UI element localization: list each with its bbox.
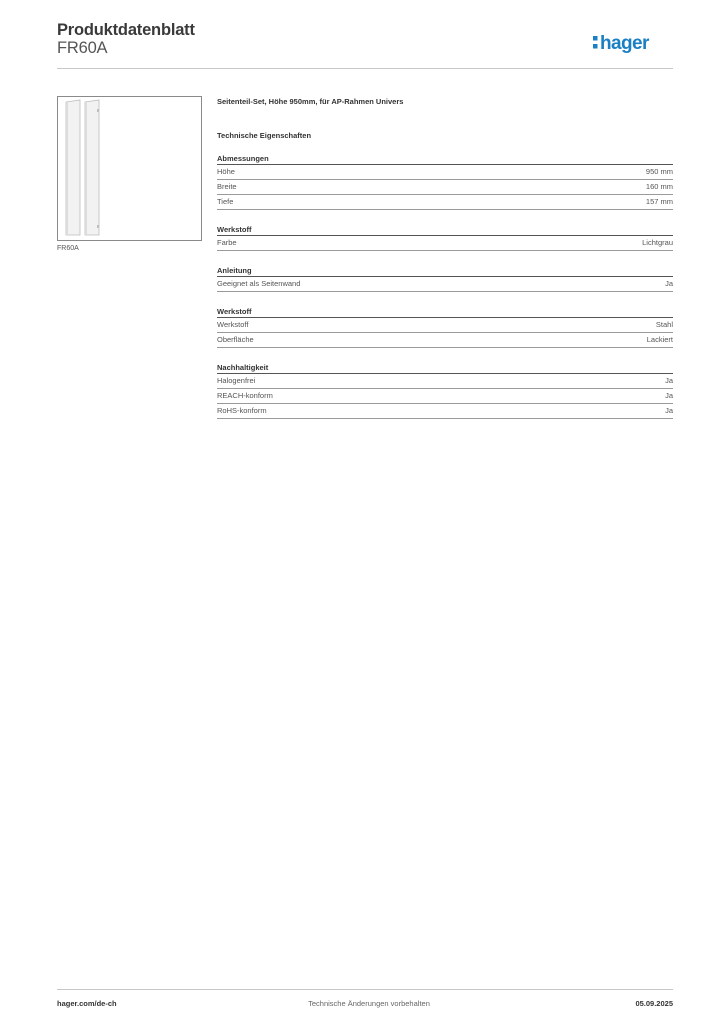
property-value: 160 mm <box>645 182 673 191</box>
property-label: Geeignet als Seitenwand <box>217 279 301 288</box>
property-label: REACH-konform <box>217 391 273 400</box>
property-value: Lackiert <box>646 335 673 344</box>
property-row <box>217 180 673 195</box>
property-label: RoHS-konform <box>217 406 267 415</box>
property-value: Ja <box>665 406 673 415</box>
section-material <box>217 306 673 348</box>
property-value: Lichtgrau <box>642 238 673 247</box>
footer-website-link[interactable]: hager.com/de-ch <box>57 999 117 1008</box>
section-material-color <box>217 224 673 251</box>
property-value: 157 mm <box>645 197 673 206</box>
property-value: 950 mm <box>645 167 673 176</box>
property-value: Ja <box>665 376 673 385</box>
property-label: Breite <box>217 182 237 191</box>
section-title: Nachhaltigkeit <box>217 362 673 374</box>
logo-text: hager <box>600 33 649 54</box>
property-row <box>217 318 673 333</box>
section-instructions <box>217 265 673 292</box>
footer-notice: Technische Änderungen vorbehalten <box>308 999 430 1008</box>
property-label: Oberfläche <box>217 335 254 344</box>
property-label: Tiefe <box>217 197 234 206</box>
hager-logo <box>592 27 672 57</box>
section-title: Abmessungen <box>217 153 673 165</box>
property-label: Werkstoff <box>217 320 249 329</box>
section-title: Anleitung <box>217 265 673 277</box>
property-row <box>217 333 673 348</box>
section-title: Werkstoff <box>217 306 673 318</box>
property-value: Ja <box>665 391 673 400</box>
property-row <box>217 374 673 389</box>
footer-divider <box>57 989 673 990</box>
property-label: Höhe <box>217 167 235 176</box>
property-row <box>217 236 673 251</box>
property-row <box>217 165 673 180</box>
product-name: Seitenteil-Set, Höhe 950mm, für AP-Rahmen Univers <box>217 97 404 106</box>
property-row <box>217 389 673 404</box>
footer-date: 05.09.2025 <box>635 999 673 1008</box>
product-code: FR60A <box>57 39 108 57</box>
section-sustainability <box>217 362 673 419</box>
header-divider <box>57 68 673 69</box>
side-panel-illustration <box>58 97 201 240</box>
technical-properties-title: Technische Eigenschaften <box>217 131 312 140</box>
property-value: Stahl <box>655 320 673 329</box>
page-title: Produktdatenblatt <box>57 21 195 39</box>
property-row <box>217 195 673 210</box>
property-value: Ja <box>665 279 673 288</box>
section-dimensions <box>217 153 673 210</box>
product-details <box>217 96 673 419</box>
property-label: Halogenfrei <box>217 376 256 385</box>
property-row <box>217 404 673 419</box>
section-title: Werkstoff <box>217 224 673 236</box>
property-row <box>217 277 673 292</box>
product-image <box>57 96 202 241</box>
product-image-caption: FR60A <box>57 245 79 252</box>
property-label: Farbe <box>217 238 237 247</box>
